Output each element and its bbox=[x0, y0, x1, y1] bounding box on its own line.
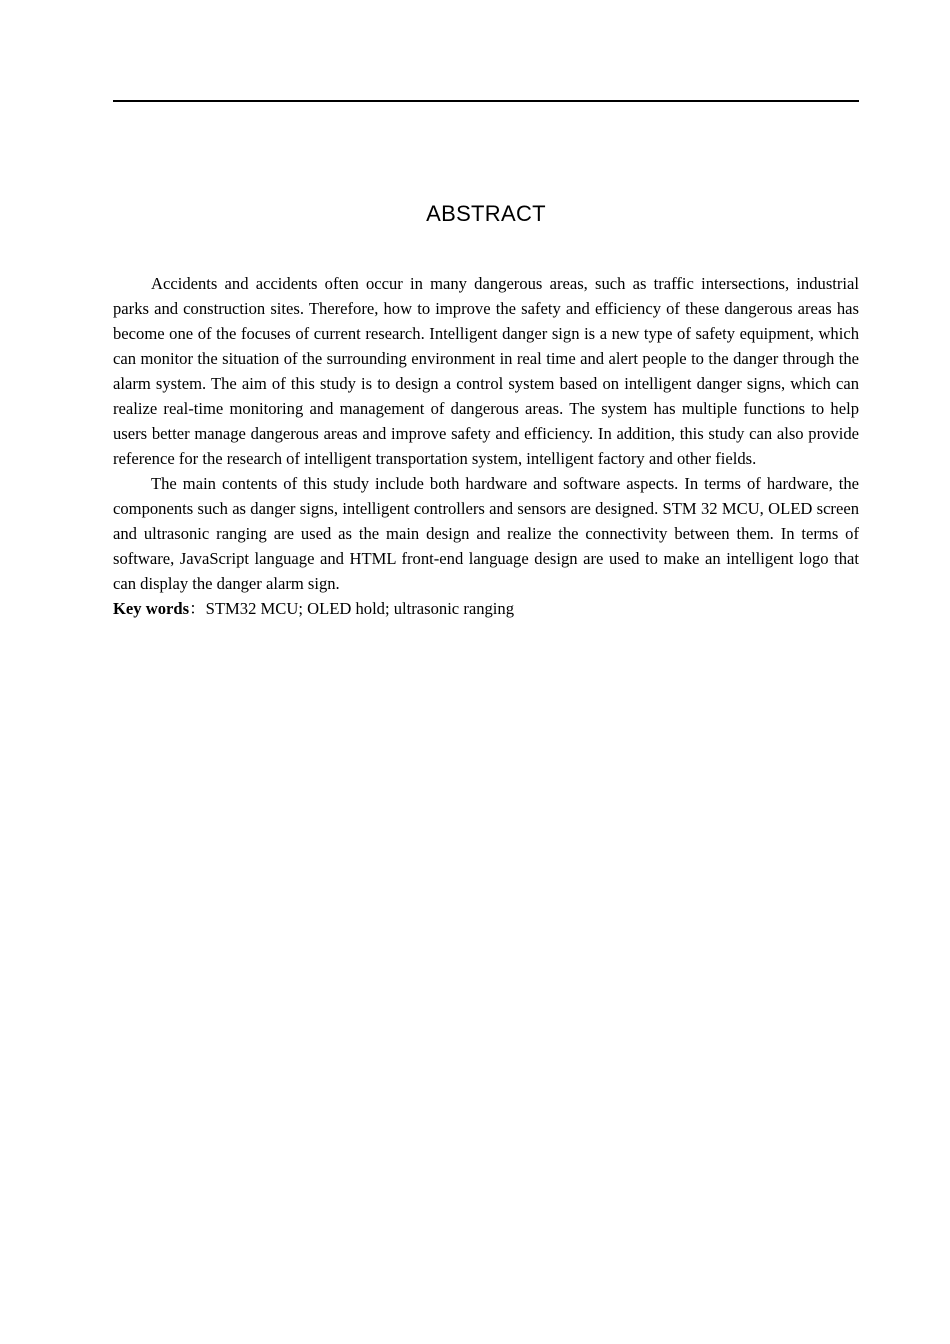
keywords-value: STM32 MCU; OLED hold; ultrasonic ranging bbox=[205, 599, 515, 618]
keywords-line bbox=[113, 596, 859, 621]
abstract-paragraph-1: Accidents and accidents often occur in many dangerous areas, such as traffic intersections, industrial parks and construction sites. Therefore, how to improve the safety and efficiency of these dangerous areas has become one of the focuses of current research. Intelligent danger sign is a new type of safety equipment, which can monitor the situation of the surrounding environment in real time and alert people to the danger through the alarm system. The aim of this study is to design a control system based on intelligent danger signs, which can realize real-time monitoring and management of dangerous areas. The system has multiple functions to help users better manage dangerous areas and improve safety and efficiency. In addition, this study can also provide reference for the research of intelligent transportation system, intelligent factory and other fields. bbox=[113, 274, 859, 468]
abstract-body bbox=[113, 271, 859, 621]
abstract-title: ABSTRACT bbox=[426, 201, 546, 226]
header-rule bbox=[113, 100, 859, 102]
keywords-separator: ： bbox=[189, 599, 206, 618]
abstract-paragraph-2: The main contents of this study include both hardware and software aspects. In terms of hardware, the components such as danger signs, intelligent controllers and sensors are designed. STM 32 MCU, OLED screen and ultrasonic ranging are used as the main design and realize the connectivity between them. In terms of software, JavaScript language and HTML front-end language design are used to make an intelligent logo that can display the danger alarm sign. bbox=[113, 474, 859, 593]
keywords-label: Key words bbox=[113, 599, 190, 618]
